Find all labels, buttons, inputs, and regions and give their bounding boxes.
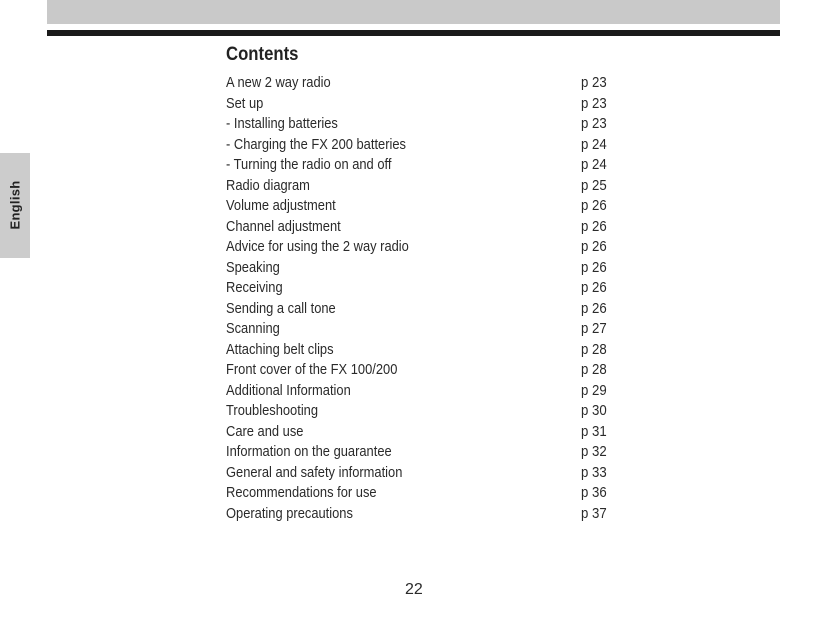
toc-entry-title: Additional Information (226, 381, 351, 399)
header-band (47, 0, 780, 24)
toc-entry-title: Information on the guarantee (226, 443, 392, 460)
toc-entry-title: Recommendations for use (226, 484, 377, 501)
header-rule (47, 30, 780, 36)
toc-entry-title: Volume adjustment (226, 197, 336, 214)
toc-entry-page: p 27 (581, 320, 607, 337)
toc-entry-page: p 24 (581, 135, 607, 153)
page-number: 22 (405, 581, 423, 598)
toc-entry (226, 155, 616, 176)
toc-entry-title: Set up (226, 94, 264, 112)
toc-entry-page: p 23 (581, 94, 607, 112)
toc-entry-page: p 23 (581, 74, 607, 91)
toc-entry-page: p 29 (581, 381, 607, 399)
toc-entry-title: Care and use (226, 422, 304, 440)
toc-entry-title: Operating precautions (226, 504, 353, 522)
toc-entry-page: p 23 (581, 115, 607, 132)
toc-entry-title: Front cover of the FX 100/200 (226, 361, 398, 378)
toc-entry-page: p 26 (581, 299, 607, 317)
toc-entry-page: p 32 (581, 443, 607, 460)
toc-entry (226, 483, 616, 504)
toc-entry-title: A new 2 way radio (226, 74, 331, 91)
toc-entry-page: p 26 (581, 238, 607, 255)
toc-entry-page: p 24 (581, 156, 607, 173)
contents-title: Contents (226, 44, 299, 65)
toc-entry-page: p 26 (581, 279, 607, 296)
toc-entry-title: - Installing batteries (226, 115, 338, 132)
toc-entry-page: p 28 (581, 361, 607, 378)
toc-entry (226, 381, 616, 402)
toc-entry (226, 401, 616, 422)
toc-entry (226, 196, 616, 217)
toc-entry-title: Radio diagram (226, 176, 310, 194)
toc-entry (226, 422, 616, 443)
toc-entry (226, 463, 616, 484)
toc-entry-page: p 31 (581, 422, 607, 440)
toc-entry-page: p 28 (581, 340, 607, 358)
toc-entry (226, 319, 616, 340)
toc-entry-title: Attaching belt clips (226, 340, 334, 358)
toc-entry-page: p 30 (581, 402, 607, 419)
toc-entry-page: p 25 (581, 176, 607, 194)
toc-entry (226, 360, 616, 381)
toc-entry (226, 504, 616, 525)
toc-entry-page: p 36 (581, 484, 607, 501)
toc-entry-title: General and safety information (226, 463, 403, 481)
toc-entry-title: Sending a call tone (226, 299, 336, 317)
toc-entry (226, 299, 616, 320)
toc-entry-title: Speaking (226, 258, 280, 276)
toc-entry-title: - Turning the radio on and off (226, 156, 392, 173)
toc-entry (226, 237, 616, 258)
toc-entry-title: Advice for using the 2 way radio (226, 238, 409, 255)
toc-entry (226, 135, 616, 156)
toc-entry-page: p 26 (581, 258, 607, 276)
toc-entry-page: p 26 (581, 217, 607, 235)
toc-entry (226, 258, 616, 279)
toc-entry (226, 340, 616, 361)
toc-entry (226, 176, 616, 197)
language-tab (0, 153, 30, 258)
language-tab-label: English (7, 180, 23, 230)
toc-entry-title: Receiving (226, 279, 283, 296)
toc-entry-title: Troubleshooting (226, 402, 319, 419)
toc-entry (226, 114, 616, 135)
toc-entry-title: - Charging the FX 200 batteries (226, 135, 406, 153)
toc-entry-page: p 33 (581, 463, 607, 481)
toc-entry-page: p 26 (581, 197, 607, 214)
toc-entry-title: Scanning (226, 320, 280, 337)
toc-entry-title: Channel adjustment (226, 217, 341, 235)
toc-entry (226, 217, 616, 238)
toc-entry (226, 94, 616, 115)
toc-entry (226, 73, 616, 94)
toc-entry (226, 442, 616, 463)
table-of-contents (226, 73, 616, 524)
toc-entry-page: p 37 (581, 504, 607, 522)
toc-entry (226, 278, 616, 299)
